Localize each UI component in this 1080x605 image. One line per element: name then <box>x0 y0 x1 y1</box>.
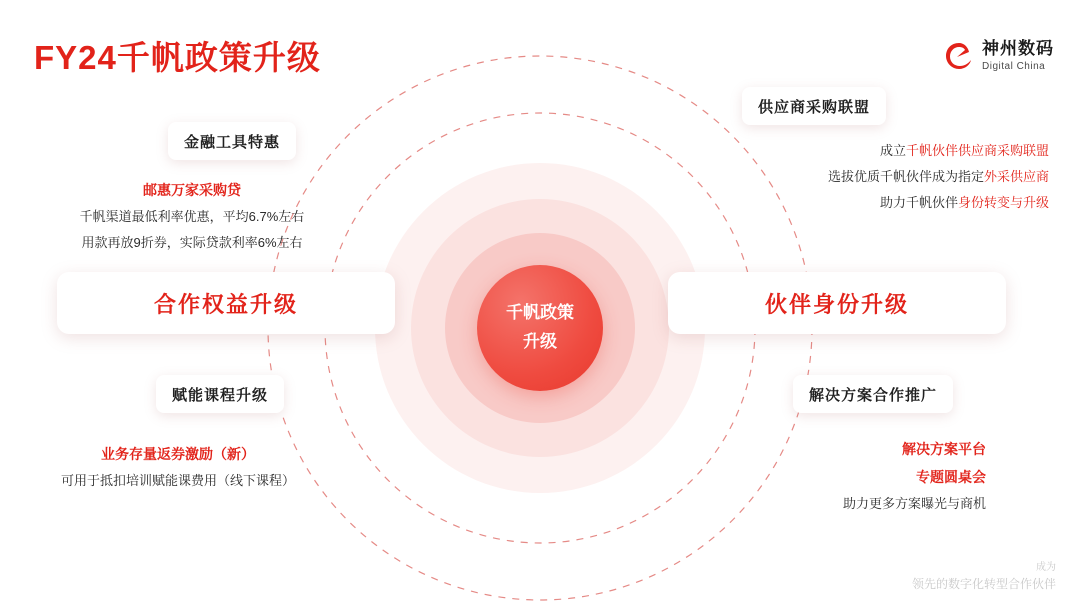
center-label-line2: 升级 <box>523 332 557 351</box>
supply-text-block <box>787 138 1049 216</box>
pillar-right-identity[interactable]: 伙伴身份升级 <box>668 272 1006 334</box>
solution-heading-2: 专题圆桌会 <box>916 469 986 485</box>
supply-line-3: 助力千帆伙伴身份转变与升级 <box>879 195 1049 210</box>
brand-logo <box>944 40 1054 72</box>
course-line-1: 可用于抵扣培训赋能课费用（线下课程） <box>60 473 295 488</box>
supply-line-1: 成立千帆伙伴供应商采购联盟 <box>879 143 1049 158</box>
footer-slogan <box>912 560 1056 593</box>
chip-supplier-alliance[interactable]: 供应商采购联盟 <box>742 87 886 125</box>
finance-text-block <box>42 176 342 256</box>
logo-text-en: Digital China <box>982 60 1046 72</box>
finance-line-2: 用款再放9折券，实际贷款利率6%左右 <box>81 235 303 250</box>
chip-finance-tools[interactable]: 金融工具特惠 <box>168 122 296 160</box>
course-heading: 业务存量返券激励（新） <box>101 446 255 462</box>
solution-line-1: 助力更多方案曝光与商机 <box>842 496 986 511</box>
center-label <box>506 299 574 357</box>
pillar-left-benefits[interactable]: 合作权益升级 <box>57 272 395 334</box>
finance-line-1: 千帆渠道最低利率优惠，平均6.7%左右 <box>79 209 305 224</box>
chip-solution-promotion[interactable]: 解决方案合作推广 <box>793 375 953 413</box>
logo-text-cn: 神州数码 <box>982 39 1054 58</box>
digital-china-swirl-icon <box>944 41 974 71</box>
chip-course-upgrade[interactable]: 赋能课程升级 <box>156 375 284 413</box>
page-title: FY24千帆政策升级 <box>34 39 321 76</box>
solution-heading-1: 解决方案平台 <box>902 441 986 457</box>
supply-line-2: 选拔优质千帆伙伴成为指定外采供应商 <box>827 169 1049 184</box>
center-label-line1: 千帆政策 <box>506 303 574 323</box>
solution-text-block <box>736 435 986 517</box>
footer-line-2: 领先的数字化转型合作伙伴 <box>911 577 1056 591</box>
finance-heading: 邮惠万家采购贷 <box>143 182 241 198</box>
course-text-block <box>18 440 338 494</box>
footer-line-1: 成为 <box>1036 562 1056 573</box>
